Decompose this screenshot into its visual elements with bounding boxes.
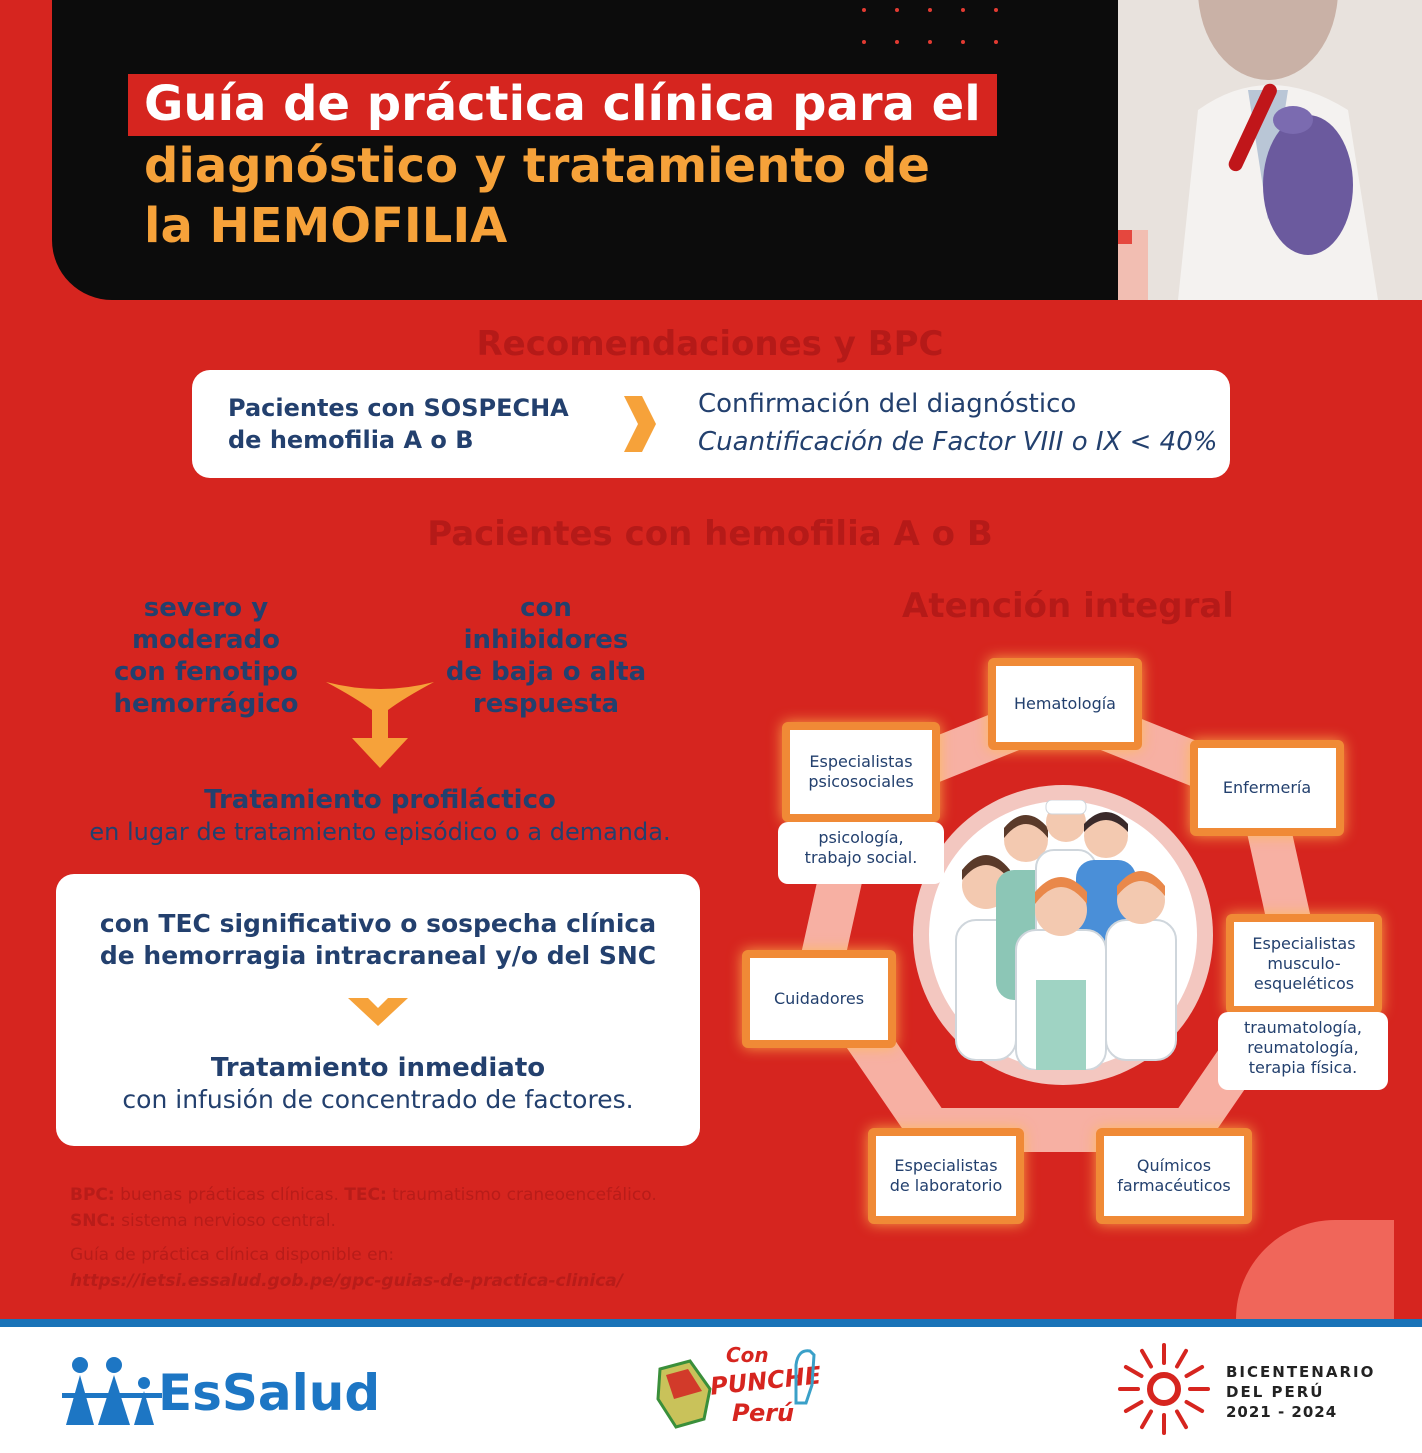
role-especialistas-laboratorio: Especialistas de laboratorio [868, 1128, 1024, 1224]
medical-team-illustration [936, 800, 1196, 1070]
quantification-text: Cuantificación de Factor VIII o IX < 40% [698, 427, 1218, 457]
section-title-atencion-integral: Atención integral [902, 586, 1234, 626]
role-especialistas-psicosociales: Especialistas psicosociales [782, 722, 940, 822]
role-enfermeria: Enfermería [1190, 740, 1344, 836]
decorative-corner-shape [1236, 1220, 1394, 1319]
prophylactic-treatment-text: en lugar de tratamiento episódico o a demanda. [89, 818, 671, 846]
criterion-severe: severo y moderado con fenotipo hemorrágico [113, 593, 299, 719]
left-red-strip [0, 0, 60, 300]
chevron-right-icon [622, 394, 658, 454]
tec-text-line2: de hemorragia intracraneal y/o del SNC [99, 941, 657, 970]
footnotes: BPC: buenas prácticas clínicas. TEC: traumatismo craneoencefálico. SNC: sistema nervioso central. Guía de práctica clínica disponible en: https://ietsi.essalud.gob.pe/gpc-guias-de-practica-clinica/ [70, 1182, 790, 1294]
title-line-1: Guía de práctica clínica para el [128, 74, 997, 136]
essalud-wordmark: EsSalud [158, 1364, 381, 1422]
footer [0, 1327, 1422, 1453]
suspicion-card [192, 370, 1230, 478]
tec-card [56, 874, 700, 1146]
section-title-pacientes: Pacientes con hemofilia A o B [427, 514, 993, 554]
suspicion-text-line1: Pacientes con SOSPECHA [228, 394, 569, 422]
prophylactic-treatment-title: Tratamiento profiláctico [204, 785, 556, 815]
decorative-dots [860, 8, 1010, 48]
suspicion-text-line2: de hemofilia A o B [228, 426, 474, 454]
title-line-3: la HEMOFILIA [144, 198, 508, 254]
header-photo-doctor-blood-tube [1118, 0, 1422, 300]
role-especialistas-musculo-esqueleticos: Especialistas musculo- esqueléticos [1226, 914, 1382, 1014]
criterion-inhibitors: con inhibidores de baja o alta respuesta [445, 593, 647, 719]
footer-divider [0, 1319, 1422, 1327]
chevron-down-icon [348, 996, 408, 1028]
role-hematologia: Hematología [988, 658, 1142, 750]
role-cuidadores: Cuidadores [742, 950, 896, 1048]
bicentenario-logo: BICENTENARIO DEL PERÚ 2021 - 2024 [1116, 1341, 1376, 1441]
con-punche-peru-logo: Con PUNCHE Perú [650, 1341, 820, 1437]
tec-text-line1: con TEC significativo o sospecha clínica [99, 909, 657, 938]
immediate-treatment-title: Tratamiento inmediato [210, 1053, 546, 1083]
role-quimicos-farmaceuticos: Químicos farmacéuticos [1096, 1128, 1252, 1224]
guide-url-link[interactable]: https://ietsi.essalud.gob.pe/gpc-guias-de-practica-clinica/ [70, 1271, 623, 1291]
immediate-treatment-text: con infusión de concentrado de factores. [122, 1085, 634, 1114]
confirmation-text: Confirmación del diagnóstico [698, 389, 1077, 419]
essalud-logo [62, 1355, 381, 1425]
psicosociales-note: psicología, trabajo social. [778, 822, 944, 884]
musculo-note: traumatología, reumatología, terapia física. [1218, 1012, 1388, 1090]
title-line-2: diagnóstico y tratamiento de [144, 138, 930, 194]
section-title-recomendaciones: Recomendaciones y BPC [476, 324, 944, 364]
merge-arrow-icon [324, 676, 436, 772]
